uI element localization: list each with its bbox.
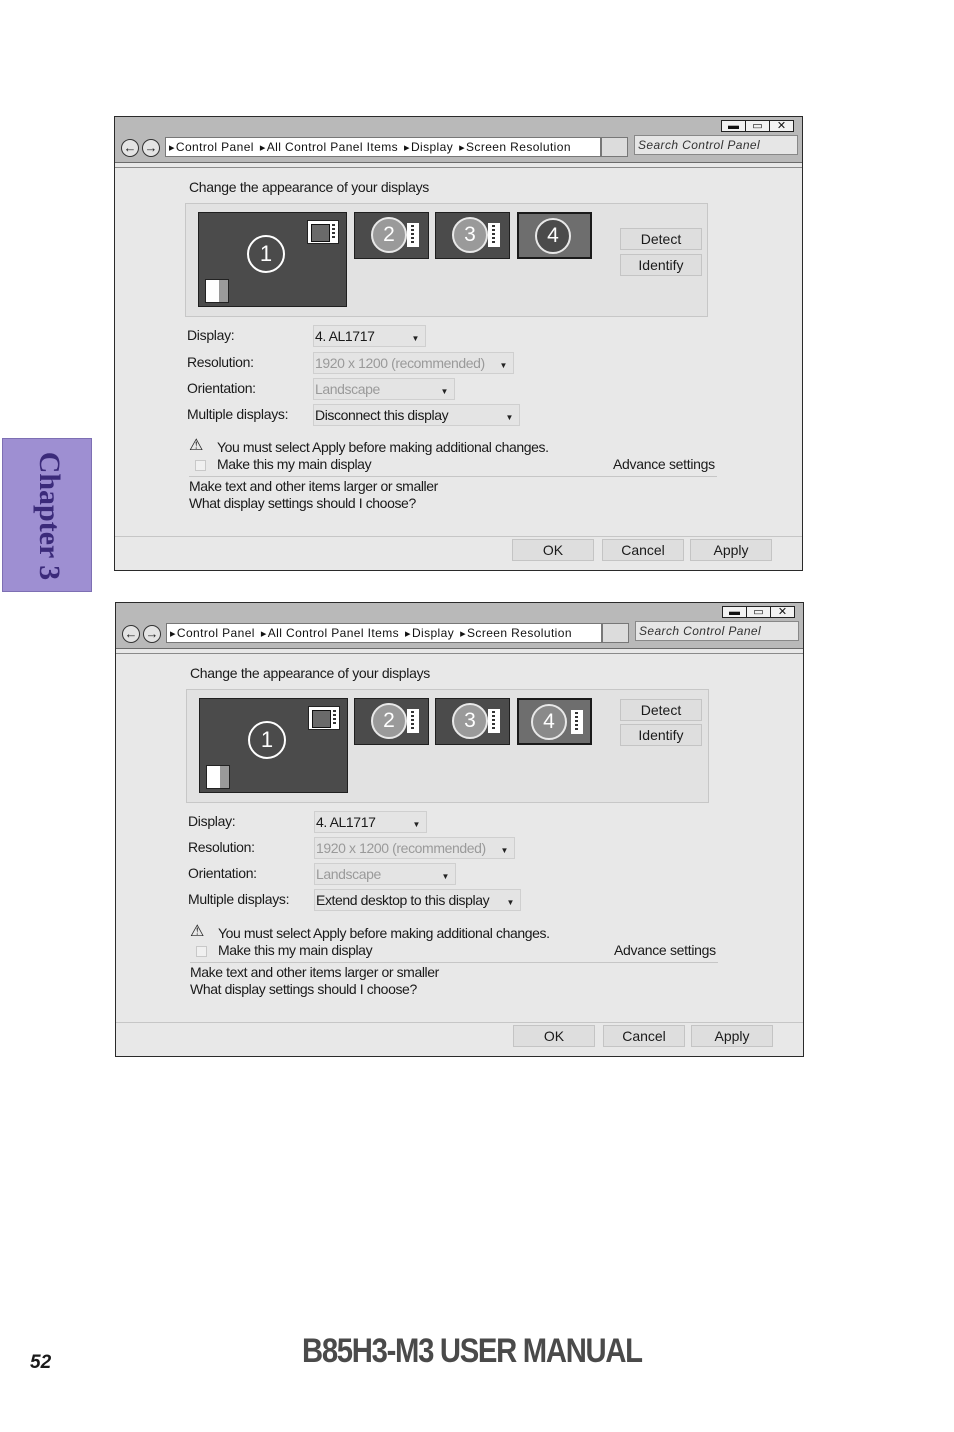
page-heading: Change the appearance of your displays (190, 665, 430, 681)
warning-text: You must select Apply before making additional changes. (217, 439, 549, 455)
breadcrumb-all-items[interactable]: ▸ All Control Panel Items (261, 626, 399, 640)
maximize-icon[interactable]: ▭ (745, 120, 770, 132)
resolution-value: 1920 x 1200 (recommended) (316, 840, 486, 856)
monitor-arrangement (185, 203, 708, 317)
chevron-down-icon: ▼ (412, 820, 420, 829)
monitor-number: 1 (248, 721, 286, 759)
text-size-link[interactable]: Make text and other items larger or smaller (190, 964, 439, 980)
identify-button[interactable]: Identify (620, 724, 702, 746)
minimize-icon[interactable]: ▬ (722, 606, 747, 618)
monitor-screen-icon (308, 706, 340, 730)
page-number: 52 (30, 1352, 52, 1373)
multiple-displays-value: Disconnect this display (315, 407, 449, 423)
orientation-select[interactable] (313, 378, 455, 400)
breadcrumb-control-panel[interactable]: ▸ Control Panel (169, 140, 254, 154)
display-label: Display: (188, 813, 236, 829)
back-arrow-icon[interactable]: ← (122, 625, 140, 643)
monitor-4[interactable] (517, 698, 592, 745)
cancel-button[interactable]: Cancel (603, 1025, 685, 1047)
screen-resolution-window-2 (115, 602, 804, 1057)
chapter-tab (2, 438, 92, 592)
chevron-down-icon: ▼ (441, 872, 449, 881)
cancel-button[interactable]: Cancel (602, 539, 684, 561)
monitor-2[interactable] (354, 698, 429, 745)
chapter-label: Chapter 3 (33, 451, 66, 581)
display-label: Display: (187, 327, 235, 343)
main-display-label: Make this my main display (217, 456, 372, 472)
orientation-label: Orientation: (187, 380, 256, 396)
monitor-screen-icon (407, 709, 419, 733)
chevron-down-icon: ▼ (411, 334, 419, 343)
maximize-icon[interactable]: ▭ (746, 606, 771, 618)
orientation-label: Orientation: (188, 865, 257, 881)
main-display-label: Make this my main display (218, 942, 373, 958)
display-select[interactable] (314, 811, 427, 833)
advance-settings-link[interactable]: Advance settings (614, 942, 716, 958)
window-controls (722, 120, 794, 132)
multiple-displays-select[interactable] (314, 889, 521, 911)
multiple-displays-select[interactable] (313, 404, 520, 426)
footer-divider (116, 1022, 803, 1023)
divider (189, 476, 717, 477)
divider (190, 962, 718, 963)
title-bar (115, 117, 802, 163)
breadcrumb[interactable] (165, 137, 601, 157)
detect-button[interactable]: Detect (620, 228, 702, 250)
breadcrumb-display[interactable]: ▸ Display (404, 140, 453, 154)
breadcrumb-all-items[interactable]: ▸ All Control Panel Items (260, 140, 398, 154)
chevron-down-icon: ▼ (440, 387, 448, 396)
monitor-4[interactable] (517, 212, 592, 259)
monitor-2[interactable] (354, 212, 429, 259)
display-value: 4. AL1717 (315, 328, 375, 344)
resolution-select[interactable] (313, 352, 514, 374)
text-size-link[interactable]: Make text and other items larger or smaller (189, 478, 438, 494)
ok-button[interactable]: OK (512, 539, 594, 561)
orientation-value: Landscape (315, 381, 380, 397)
window-controls (723, 606, 795, 618)
display-settings-help-link[interactable]: What display settings should I choose? (189, 495, 416, 511)
back-arrow-icon[interactable]: ← (121, 139, 139, 157)
identify-button[interactable]: Identify (620, 254, 702, 276)
search-input[interactable]: Search Control Panel (635, 621, 799, 641)
multiple-displays-label: Multiple displays: (188, 891, 290, 907)
resolution-label: Resolution: (188, 839, 255, 855)
monitor-screen-icon (307, 220, 339, 244)
monitor-number: 2 (371, 703, 407, 739)
monitor-3[interactable] (435, 212, 510, 259)
screen-resolution-window-1 (114, 116, 803, 571)
orientation-select[interactable] (314, 863, 456, 885)
monitor-1[interactable] (199, 698, 348, 793)
resolution-select[interactable] (314, 837, 515, 859)
monitor-3[interactable] (435, 698, 510, 745)
forward-arrow-icon[interactable]: → (142, 139, 160, 157)
breadcrumb[interactable] (166, 623, 602, 643)
chevron-down-icon: ▼ (505, 413, 513, 422)
minimize-icon[interactable]: ▬ (721, 120, 746, 132)
multiple-displays-value: Extend desktop to this display (316, 892, 490, 908)
display-value: 4. AL1717 (316, 814, 376, 830)
breadcrumb-dropdown[interactable] (601, 137, 628, 157)
monitor-number: 4 (535, 218, 571, 254)
orientation-value: Landscape (316, 866, 381, 882)
footer-divider (115, 536, 802, 537)
page-heading: Change the appearance of your displays (189, 179, 429, 195)
monitor-screen-icon (488, 709, 500, 733)
monitor-1[interactable] (198, 212, 347, 307)
close-icon[interactable]: ✕ (769, 120, 794, 132)
breadcrumb-dropdown[interactable] (602, 623, 629, 643)
ok-button[interactable]: OK (513, 1025, 595, 1047)
main-display-checkbox[interactable] (196, 946, 207, 957)
apply-button[interactable]: Apply (690, 539, 772, 561)
search-input[interactable]: Search Control Panel (634, 135, 798, 155)
resolution-label: Resolution: (187, 354, 254, 370)
resolution-value: 1920 x 1200 (recommended) (315, 355, 485, 371)
monitor-number: 3 (452, 703, 488, 739)
manual-title: B85H3-M3 USER MANUAL (302, 1332, 642, 1370)
apply-button[interactable]: Apply (691, 1025, 773, 1047)
chevron-down-icon: ▼ (506, 898, 514, 907)
display-select[interactable] (313, 325, 426, 347)
breadcrumb-screen-resolution[interactable]: ▸ Screen Resolution (460, 626, 572, 640)
monitor-screen-icon (571, 710, 583, 734)
monitor-number: 3 (452, 217, 488, 253)
detect-button[interactable]: Detect (620, 699, 702, 721)
advance-settings-link[interactable]: Advance settings (613, 456, 715, 472)
window-chip-icon (206, 765, 230, 789)
monitor-screen-icon (488, 223, 500, 247)
warning-icon: ⚠ (189, 437, 204, 454)
close-icon[interactable]: ✕ (770, 606, 795, 618)
breadcrumb-control-panel[interactable]: ▸ Control Panel (170, 626, 255, 640)
warning-icon: ⚠ (190, 923, 205, 940)
main-display-checkbox[interactable] (195, 460, 206, 471)
monitor-number: 1 (247, 235, 285, 273)
chevron-down-icon: ▼ (500, 846, 508, 855)
monitor-number: 4 (531, 704, 567, 740)
monitor-arrangement (186, 689, 709, 803)
monitor-number: 2 (371, 217, 407, 253)
breadcrumb-display[interactable]: ▸ Display (405, 626, 454, 640)
window-chip-icon (205, 279, 229, 303)
title-bar (116, 603, 803, 649)
warning-text: You must select Apply before making additional changes. (218, 925, 550, 941)
forward-arrow-icon[interactable]: → (143, 625, 161, 643)
chevron-down-icon: ▼ (499, 361, 507, 370)
breadcrumb-screen-resolution[interactable]: ▸ Screen Resolution (459, 140, 571, 154)
monitor-screen-icon (407, 223, 419, 247)
multiple-displays-label: Multiple displays: (187, 406, 289, 422)
display-settings-help-link[interactable]: What display settings should I choose? (190, 981, 417, 997)
